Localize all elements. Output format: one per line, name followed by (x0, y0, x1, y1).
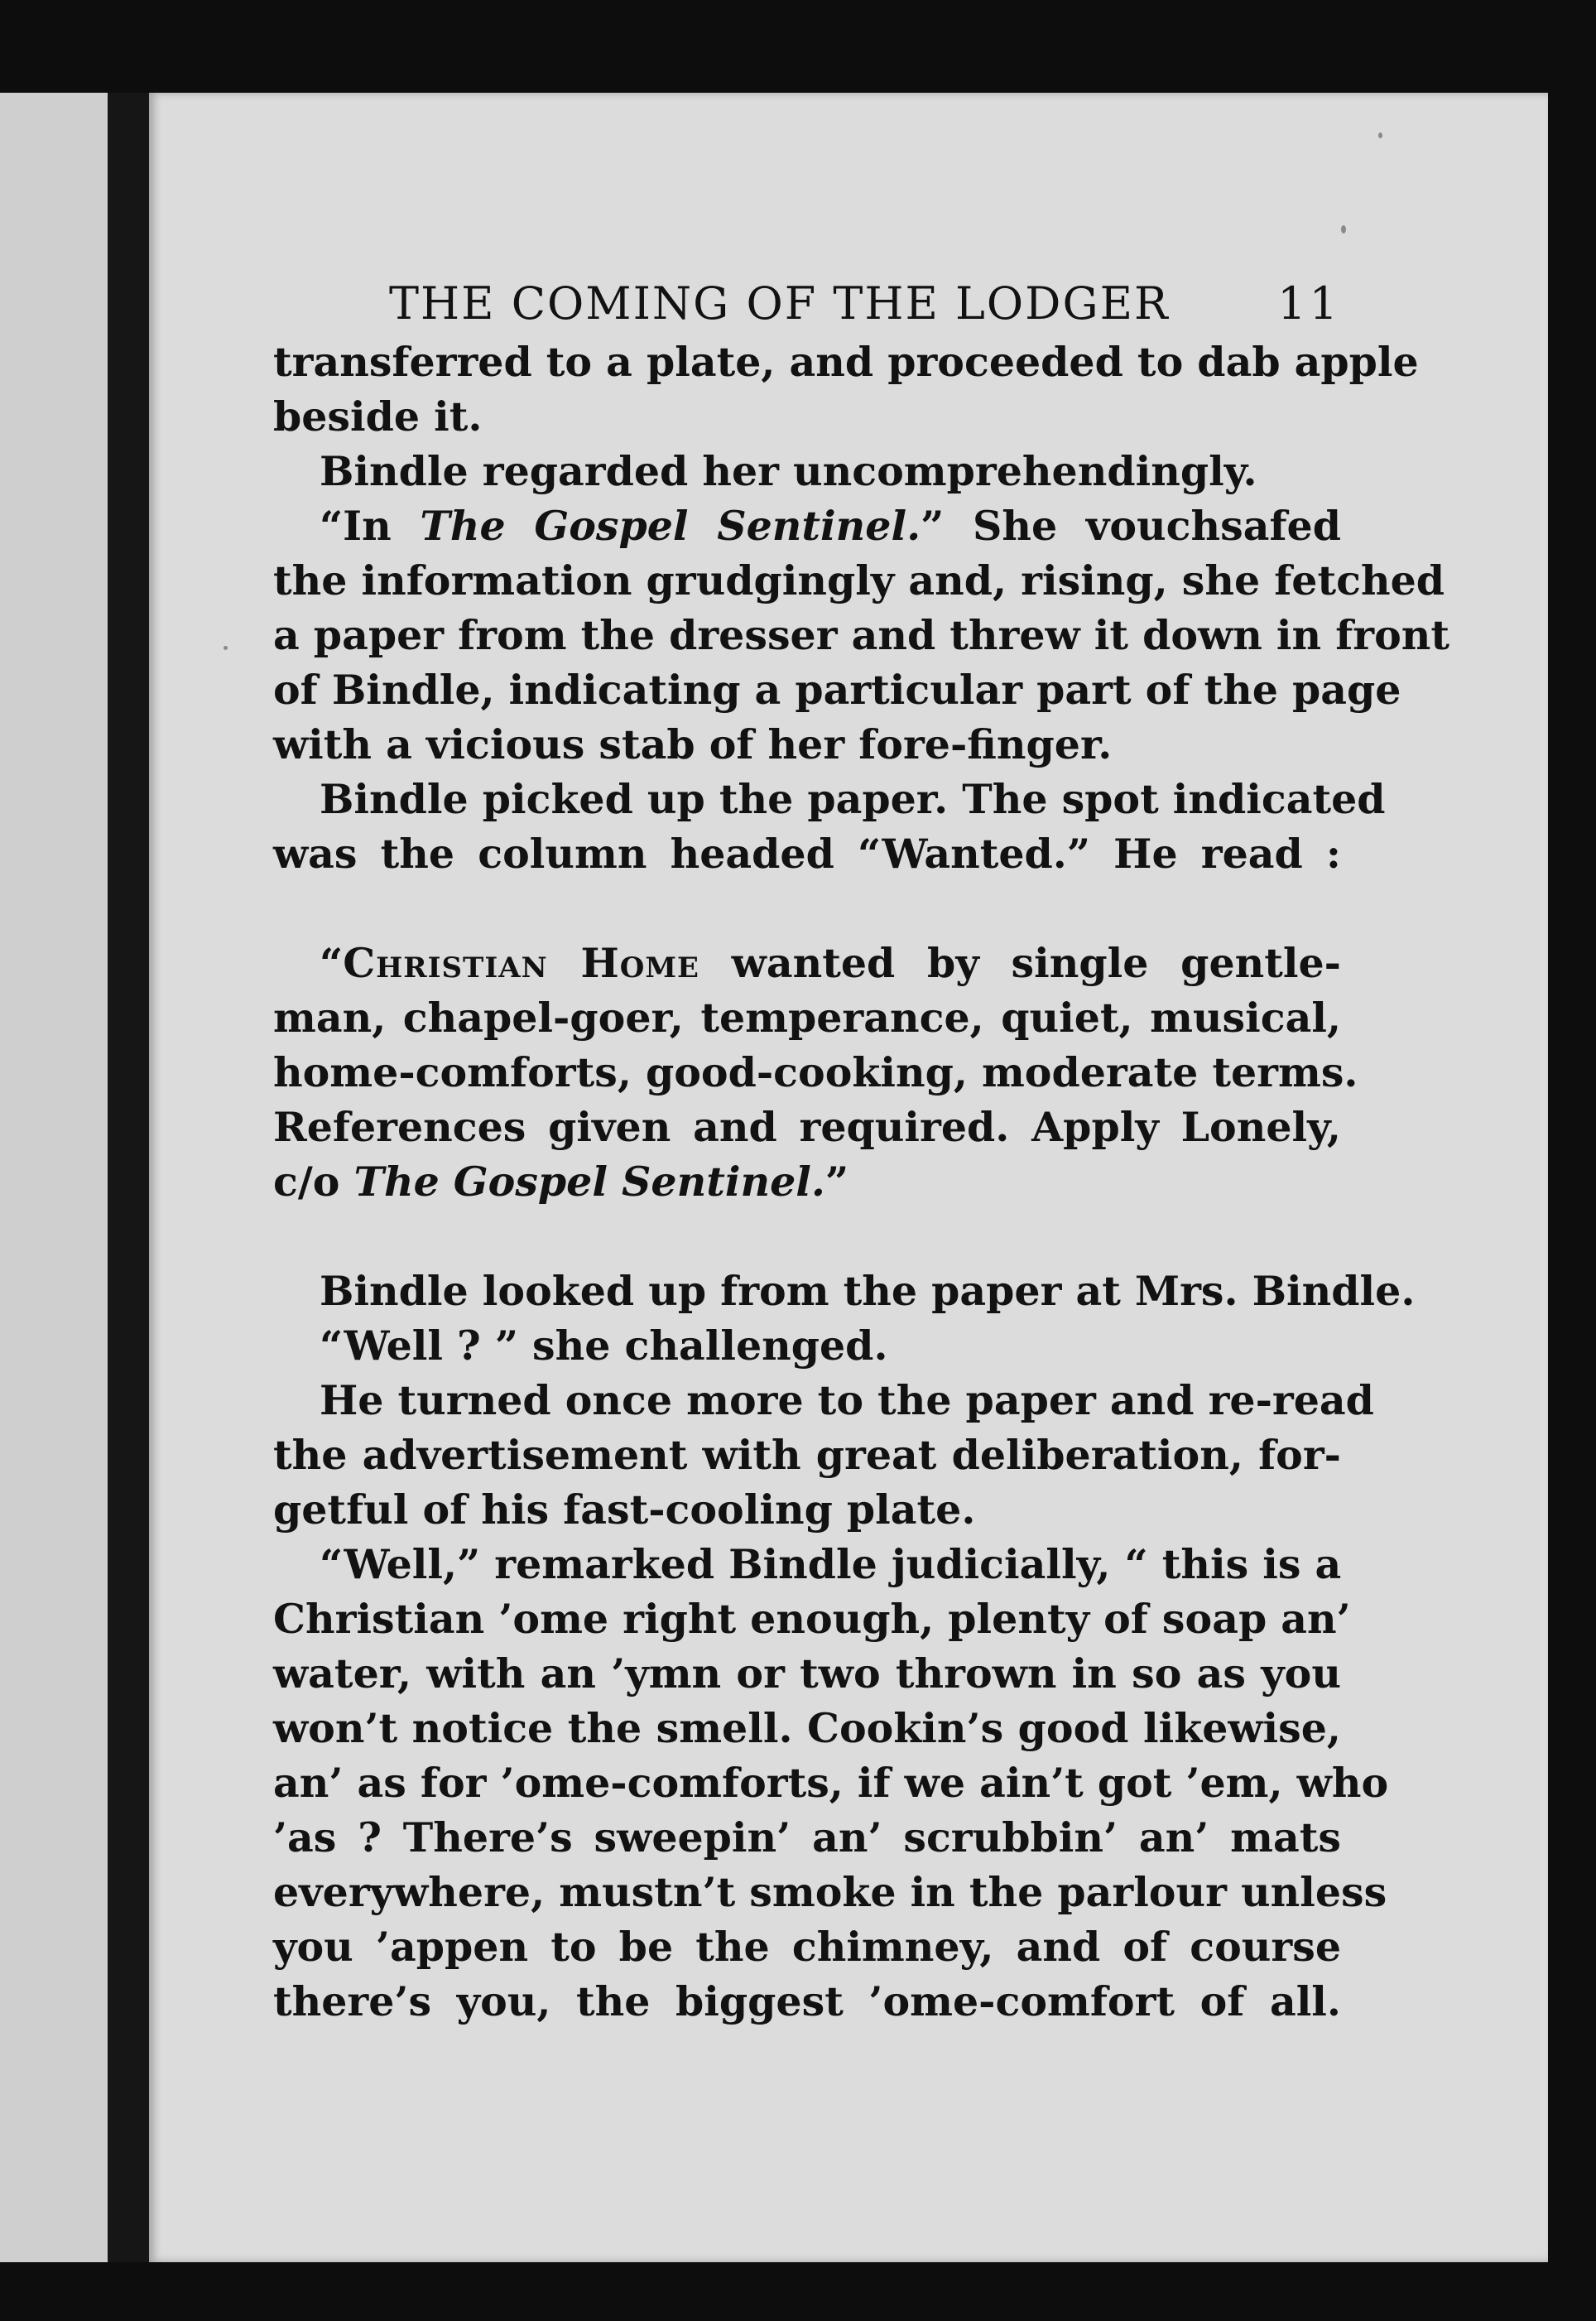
paragraph-8 (273, 1537, 1389, 2029)
paragraph-6 (273, 1318, 1341, 1373)
text-line: Bindle picked up the paper. The spot indicated (320, 775, 1386, 823)
text-line: the information grudgingly and, rising, she fetched (273, 556, 1445, 604)
text-line: the advertisement with great deliberation, for- (273, 1431, 1341, 1479)
text-line: He turned once more to the paper and re-read (320, 1376, 1374, 1424)
paragraph-7 (273, 1373, 1374, 1537)
running-head-title: THE COMING OF THE LODGER (389, 277, 1170, 330)
text-line: home-comforts, good-cooking, moderate terms. (273, 1048, 1358, 1096)
text-line (273, 1154, 1341, 1209)
text-line: “Well ? ” she challenged. (320, 1322, 888, 1370)
text-line: transferred to a plate, and proceeded to dab apple (273, 338, 1419, 386)
newspaper-title: The Gospel Sentinel. (353, 1158, 825, 1206)
text-line: a paper from the dresser and threw it down in front (273, 611, 1450, 659)
text-fragment: ” (824, 1158, 849, 1206)
paragraph-4 (273, 772, 1386, 881)
text-line: “Well,” remarked Bindle judicially, “ this is a (320, 1540, 1342, 1588)
running-head (273, 273, 1341, 335)
text-line: man, chapel-goer, temperance, quiet, musical, (273, 994, 1341, 1042)
text-line: water, with an ’ymn or two thrown in so as you (273, 1649, 1341, 1697)
text-line: you ’appen to be the chimney, and of course (273, 1923, 1341, 1971)
print-speck (1378, 132, 1382, 138)
paragraph-5 (273, 1264, 1416, 1318)
text-line (273, 498, 1341, 553)
paragraph-1 (273, 335, 1419, 444)
text-fragment: ” She vouchsafed (921, 502, 1341, 550)
spacer (273, 1209, 1341, 1264)
small-caps-heading: Christian Home (343, 939, 699, 987)
text-line: Christian ’ome right enough, plenty of soap an’ (273, 1595, 1351, 1643)
text-line: was the column headed “Wanted.” He read : (273, 830, 1341, 878)
text-line: with a vicious stab of her fore-finger. (273, 720, 1113, 768)
text-line: there’s you, the biggest ’ome-comfort of all. (273, 1977, 1341, 2025)
text-line: beside it. (273, 392, 483, 441)
text-line: an’ as for ’ome-comforts, if we ain’t got ’em, who (273, 1759, 1389, 1807)
text-line (273, 936, 1341, 990)
newspaper-title: The Gospel Sentinel. (420, 502, 921, 550)
text-fragment: “ (320, 939, 344, 987)
book-gutter (108, 93, 149, 2262)
text-line: getful of his fast-cooling plate. (273, 1486, 976, 1534)
page-text (273, 273, 1450, 2029)
text-fragment: wanted by single gentle- (699, 939, 1342, 987)
text-line: of Bindle, indicating a particular part of the page (273, 666, 1401, 714)
spacer (273, 881, 1341, 936)
paragraph-3 (273, 498, 1450, 772)
advertisement-quote (273, 936, 1358, 1209)
book-page (149, 93, 1548, 2262)
page-number: 11 (1277, 277, 1341, 330)
text-line: ’as ? There’s sweepin’ an’ scrubbin’ an’ mats (273, 1813, 1341, 1861)
print-speck (224, 646, 228, 650)
text-fragment: “In (320, 502, 421, 550)
text-line: References given and required. Apply Lonely, (273, 1103, 1341, 1151)
text-line: Bindle regarded her uncomprehendingly. (320, 447, 1257, 495)
facing-page-edge (0, 93, 108, 2262)
text-fragment: c/o (273, 1158, 354, 1206)
text-line: Bindle looked up from the paper at Mrs. Bindle. (320, 1267, 1416, 1315)
text-line: won’t notice the smell. Cookin’s good likewise, (273, 1704, 1341, 1752)
paragraph-2 (273, 444, 1341, 498)
text-line: everywhere, mustn’t smoke in the parlour unless (273, 1868, 1387, 1916)
print-speck (1341, 225, 1346, 234)
